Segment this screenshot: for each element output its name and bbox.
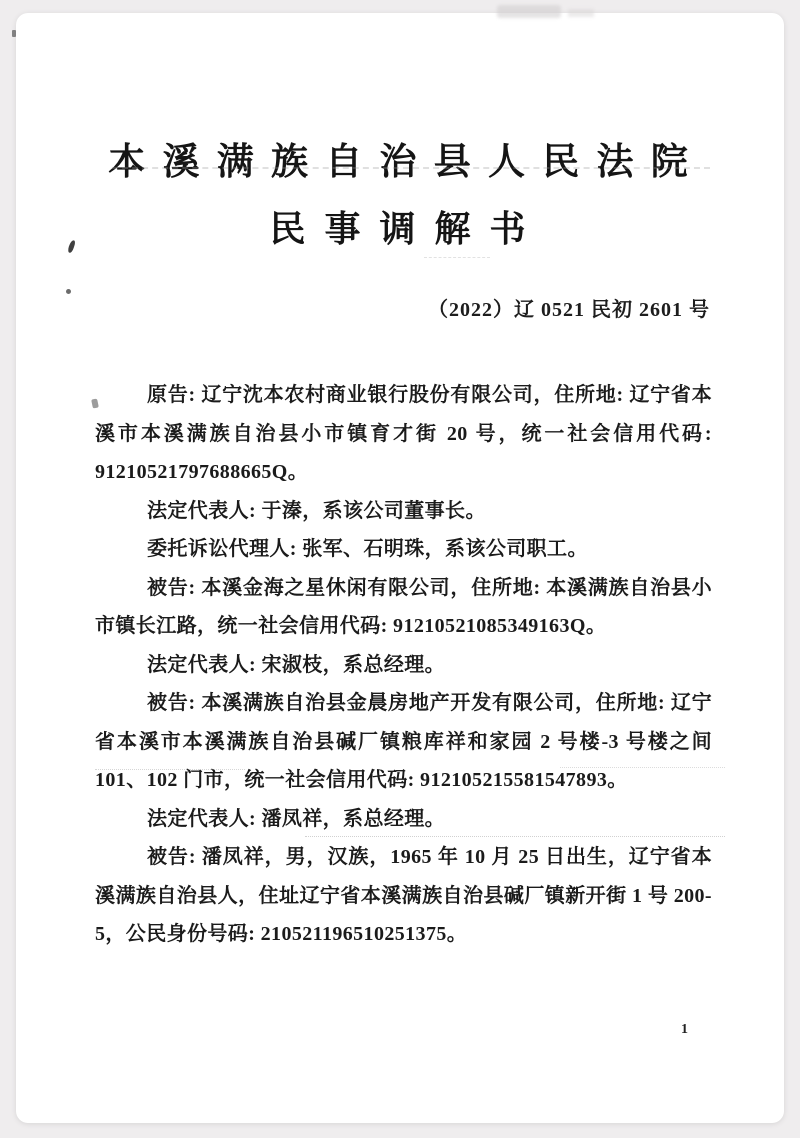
paragraph-litigation-agents: 委托诉讼代理人: 张军、石明珠，系该公司职工。 xyxy=(147,538,588,560)
paragraph-legal-representative-3: 法定代表人: 潘凤祥，系总经理。 xyxy=(147,807,446,830)
case-number: （2022）辽 0521 民初 2601 号 xyxy=(428,299,710,321)
paragraph-plaintiff: 原告: 辽宁沈本农村商业银行股份有限公司，住所地: 辽宁省本溪市本溪满族自治县小市镇育才街 20 号，统一社会信用代码: 91210521797688665Q。 xyxy=(95,384,712,483)
paragraph-legal-representative-2: 法定代表人: 宋淑枝，系总经理。 xyxy=(147,653,446,676)
paragraph-legal-representative-1: 法定代表人: 于溱，系该公司董事长。 xyxy=(147,499,486,522)
court-name-heading: 本 溪 满 族 自 治 县 人 民 法 院 xyxy=(108,142,692,183)
paragraph-defendant-3: 被告: 潘凤祥，男，汉族，1965 年 10 月 25 日出生，辽宁省本溪满族自治县人，住址辽宁省本溪满族自治县碱厂镇新开街 1 号 200-5，公民身份号码: 210521196510251375。 xyxy=(95,846,712,945)
page-number: 1 xyxy=(681,1022,688,1037)
document-title: 民 事 调 解 书 xyxy=(269,209,531,249)
document-page xyxy=(16,13,784,1123)
paragraph-defendant-1: 被告: 本溪金海之星休闲有限公司，住所地: 本溪满族自治县小市镇长江路，统一社会信用代码: 91210521085349163Q。 xyxy=(95,576,712,637)
paragraph-defendant-2: 被告: 本溪满族自治县金晨房地产开发有限公司，住所地: 辽宁省本溪市本溪满族自治县碱厂镇粮库祥和家园 2 号楼-3 号楼之间 101、102 门市，统一社会信用代码: 912105215581547893。 xyxy=(95,692,712,791)
document-body xyxy=(16,376,784,954)
